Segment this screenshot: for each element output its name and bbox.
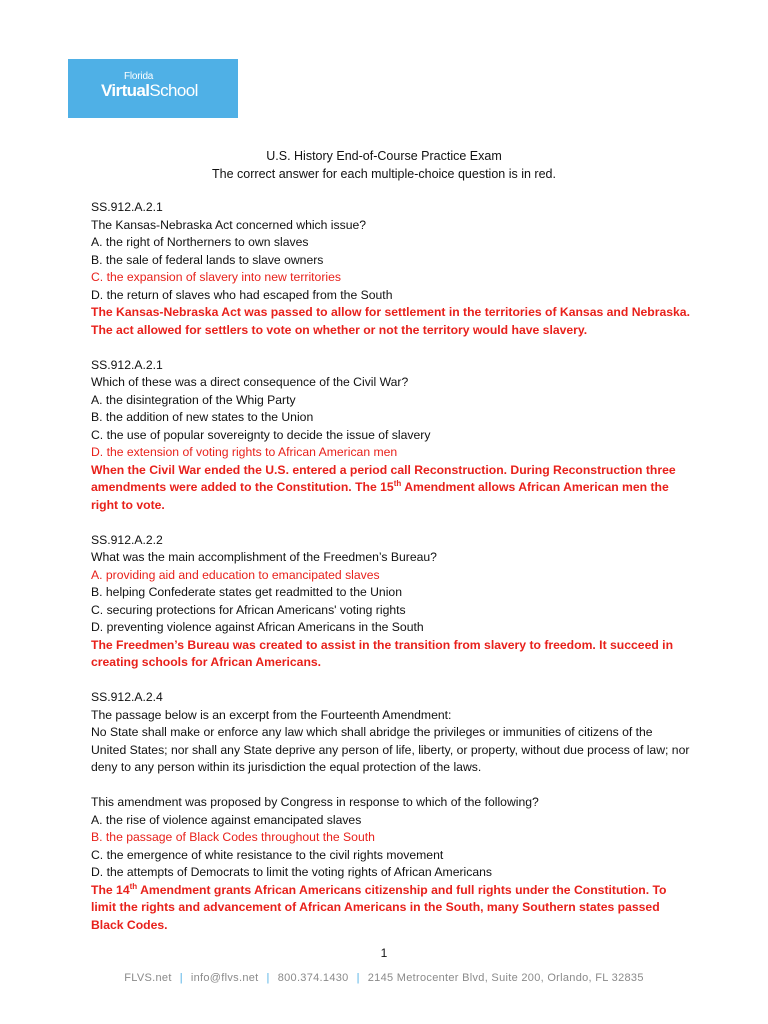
answer-option-c: C. the use of popular sovereignty to decide the issue of slavery <box>91 427 431 442</box>
page-subtitle: The correct answer for each multiple-choice question is in red. <box>212 167 556 181</box>
answer-option-a: A. the rise of violence against emancipated slaves <box>91 812 362 827</box>
ordinal-suffix: th <box>393 478 402 488</box>
answer-option-a: A. the disintegration of the Whig Party <box>91 392 296 407</box>
answer-option-c-correct: C. the expansion of slavery into new territories <box>91 270 341 284</box>
question-text: This amendment was proposed by Congress in response to which of the following? <box>91 795 539 809</box>
spacer <box>91 777 691 795</box>
answer-option-d: D. the return of slaves who had escaped from the South <box>91 287 393 302</box>
footer-separator: | <box>356 972 360 984</box>
question-block-3 <box>91 532 691 672</box>
page-header <box>0 147 768 183</box>
footer-website-link[interactable]: FLVS.net <box>124 972 172 984</box>
question-block-2 <box>91 357 691 515</box>
answer-option-c: C. the emergence of white resistance to the civil rights movement <box>91 847 444 862</box>
question-text: The Kansas-Nebraska Act concerned which issue? <box>91 217 367 232</box>
exam-content <box>91 199 691 934</box>
answer-option-b: B. helping Confederate states get readmitted to the Union <box>91 585 402 599</box>
page-footer <box>0 972 768 984</box>
standard-code: SS.912.A.2.1 <box>91 200 163 214</box>
answer-explanation <box>91 882 691 935</box>
logo-word-school: School <box>149 81 198 100</box>
page-title: U.S. History End-of-Course Practice Exam <box>266 149 502 163</box>
explanation-part-1: When the Civil War ended the U.S. entered a period call Reconstruction. During Reconstruction three amendments were added to the Constitution. The 15 <box>91 462 676 494</box>
answer-explanation: The Kansas-Nebraska Act was passed to allow for settlement in the territories of Kansas and Nebraska. The act allowed for settlers to vote on whether or not the territory would have slavery. <box>91 305 690 337</box>
answer-option-a-correct: A. providing aid and education to emancipated slaves <box>91 567 380 582</box>
footer-separator: | <box>266 972 270 984</box>
page-number: 1 <box>380 946 388 960</box>
standard-code: SS.912.A.2.1 <box>91 357 163 372</box>
amendment-passage: No State shall make or enforce any law which shall abridge the privileges or immunities of citizens of the United States; nor shall any State deprive any person of life, liberty, or property, without due process of law; nor deny to any person within its jurisdiction the equal protection of the laws. <box>91 725 690 774</box>
footer-address: 2145 Metrocenter Blvd, Suite 200, Orlando, FL 32835 <box>367 972 644 984</box>
logo-virtual-school-text <box>101 81 198 101</box>
logo-word-virtual: Virtual <box>101 81 150 100</box>
answer-option-d-correct: D. the extension of voting rights to African American men <box>91 445 398 459</box>
question-block-4 <box>91 689 691 934</box>
answer-option-b: B. the addition of new states to the Union <box>91 410 314 424</box>
answer-option-a: A. the right of Northerners to own slaves <box>91 235 309 249</box>
explanation-part-1: The 14 <box>91 882 130 897</box>
ordinal-suffix: th <box>129 881 138 891</box>
logo-florida-text: Florida <box>124 71 154 82</box>
question-text: What was the main accomplishment of the Freedmen’s Bureau? <box>91 550 437 564</box>
question-block-1 <box>91 199 691 339</box>
answer-explanation <box>91 462 691 515</box>
footer-separator: | <box>179 972 183 984</box>
standard-code: SS.912.A.2.4 <box>91 690 163 704</box>
footer-email-link[interactable]: info@flvs.net <box>190 972 259 984</box>
question-text: Which of these was a direct consequence of the Civil War? <box>91 375 409 389</box>
footer-phone: 800.374.1430 <box>277 972 349 984</box>
florida-virtual-school-logo <box>68 59 238 118</box>
answer-option-d: D. preventing violence against African Americans in the South <box>91 620 424 634</box>
answer-option-c: C. securing protections for African Americans' voting rights <box>91 602 406 617</box>
standard-code: SS.912.A.2.2 <box>91 532 163 547</box>
answer-explanation: The Freedmen’s Bureau was created to assist in the transition from slavery to freedom. It succeed in creating schools for African Americans. <box>91 637 674 669</box>
explanation-part-2: Amendment allows African American men the right to vote. <box>91 480 669 512</box>
answer-option-d: D. the attempts of Democrats to limit the voting rights of African Americans <box>91 865 492 879</box>
answer-option-b-correct: B. the passage of Black Codes throughout the South <box>91 830 375 844</box>
answer-option-b: B. the sale of federal lands to slave owners <box>91 252 324 267</box>
passage-intro: The passage below is an excerpt from the Fourteenth Amendment: <box>91 707 452 722</box>
explanation-part-2: Amendment grants African Americans citizenship and full rights under the Constitution. To limit the rights and advancement of African Americans in the South, many Southern states passed Black Codes. <box>91 882 667 932</box>
